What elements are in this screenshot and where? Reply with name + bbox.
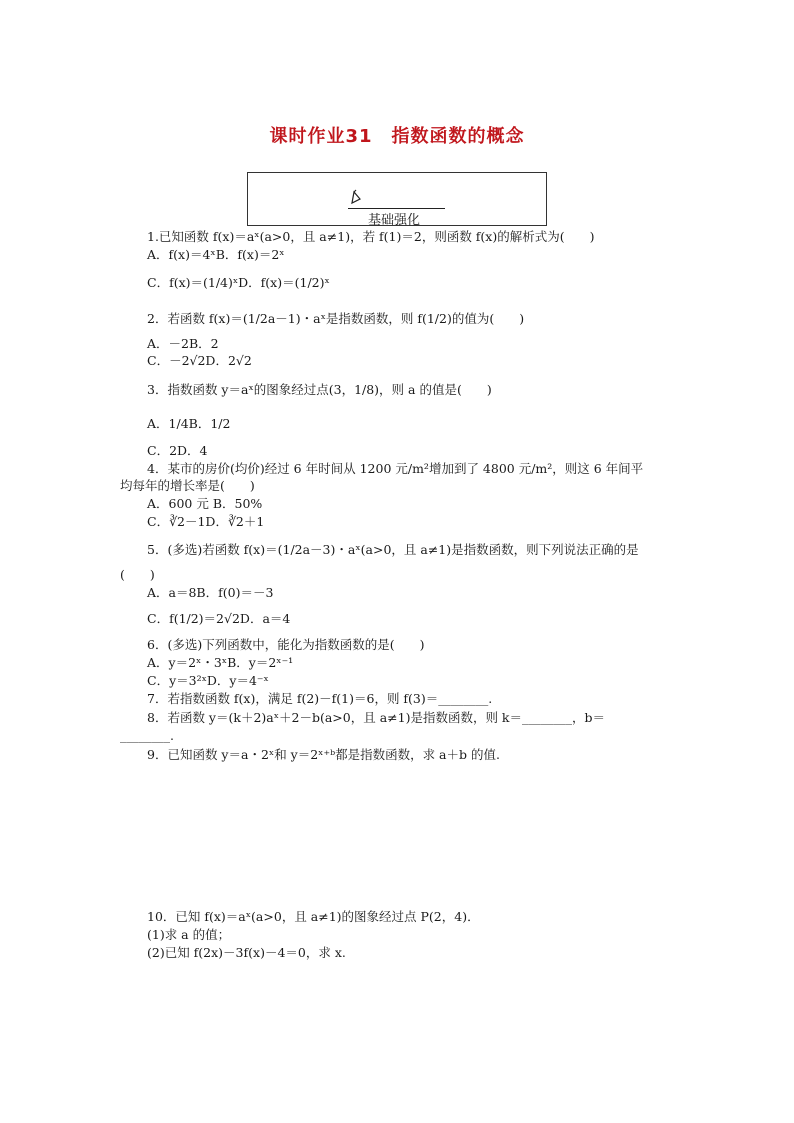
q3-stem: 3．指数函数 y＝aˣ的图象经过点(3，1/8)，则 a 的值是( ) bbox=[147, 382, 492, 397]
q1-option-cd: C．f(x)＝(1/4)ˣD．f(x)＝(1/2)ˣ bbox=[147, 275, 330, 290]
q3-option-cd: C．2D．4 bbox=[147, 443, 208, 458]
q5-option-ab: A．a＝8B．f(0)＝－3 bbox=[147, 585, 274, 600]
q6-option-cd: C．y＝3²ˣD．y＝4⁻ˣ bbox=[147, 673, 269, 688]
q10-stem: 10．已知 f(x)＝aˣ(a>0，且 a≠1)的图象经过点 P(2，4)． bbox=[147, 909, 480, 924]
q6-stem: 6．(多选)下列函数中，能化为指数函数的是( ) bbox=[147, 637, 425, 652]
page-title: 课时作业31 指数函数的概念 bbox=[269, 126, 525, 147]
q4-stem-line2: 均每年的增长率是( ) bbox=[120, 478, 255, 493]
q5-stem-line1: 5．(多选)若函数 f(x)＝(1/2a－3)・aˣ(a>0，且 a≠1)是指数函数，则下列说法正确的是 bbox=[147, 542, 639, 557]
q9-stem: 9．已知函数 y＝a・2ˣ和 y＝2ˣ⁺ᵇ都是指数函数，求 a＋b 的值. bbox=[147, 747, 500, 762]
q1-option-ab: A．f(x)＝4ˣB．f(x)＝2ˣ bbox=[147, 247, 285, 262]
q8-stem-line2: ________. bbox=[120, 728, 174, 743]
q2-stem: 2．若函数 f(x)＝(1/2a－1)・aˣ是指数函数，则 f(1/2)的值为( ) bbox=[147, 311, 525, 326]
section-label: 基础强化 bbox=[368, 213, 421, 228]
q4-stem-line1: 4．某市的房价(均价)经过 6 年时间从 1200 元/m²增加到了 4800 元/m²，则这 6 年间平 bbox=[147, 461, 644, 476]
pencil-icon bbox=[348, 189, 364, 205]
q5-option-cd: C．f(1/2)＝2√2D．a＝4 bbox=[147, 611, 291, 626]
q10-part2: (2)已知 f(2x)－3f(x)－4＝0，求 x. bbox=[147, 945, 346, 960]
q2-option-cd: C．－2√2D．2√2 bbox=[147, 353, 252, 368]
q6-option-ab: A．y＝2ˣ・3ˣB．y＝2ˣ⁻¹ bbox=[147, 655, 294, 670]
section-box bbox=[247, 172, 547, 226]
q5-stem-line2: ( ) bbox=[120, 567, 155, 582]
q2-option-ab: A．－2B．2 bbox=[147, 336, 219, 351]
q1-stem: 1.已知函数 f(x)＝aˣ(a>0，且 a≠1)，若 f(1)＝2，则函数 f(x)的解析式为( ) bbox=[147, 229, 595, 244]
q4-option-cd: C．∛2－1D．∛2＋1 bbox=[147, 514, 265, 529]
q3-option-ab: A．1/4B．1/2 bbox=[147, 416, 231, 431]
q10-part1: (1)求 a 的值； bbox=[147, 927, 231, 942]
q8-stem-line1: 8．若函数 y＝(k＋2)aˣ＋2－b(a>0，且 a≠1)是指数函数，则 k＝________，b＝ bbox=[147, 710, 606, 725]
q4-option-ab: A．600 元 B．50% bbox=[147, 496, 263, 511]
q7-stem: 7．若指数函数 f(x)，满足 f(2)－f(1)＝6，则 f(3)＝________. bbox=[147, 691, 493, 706]
